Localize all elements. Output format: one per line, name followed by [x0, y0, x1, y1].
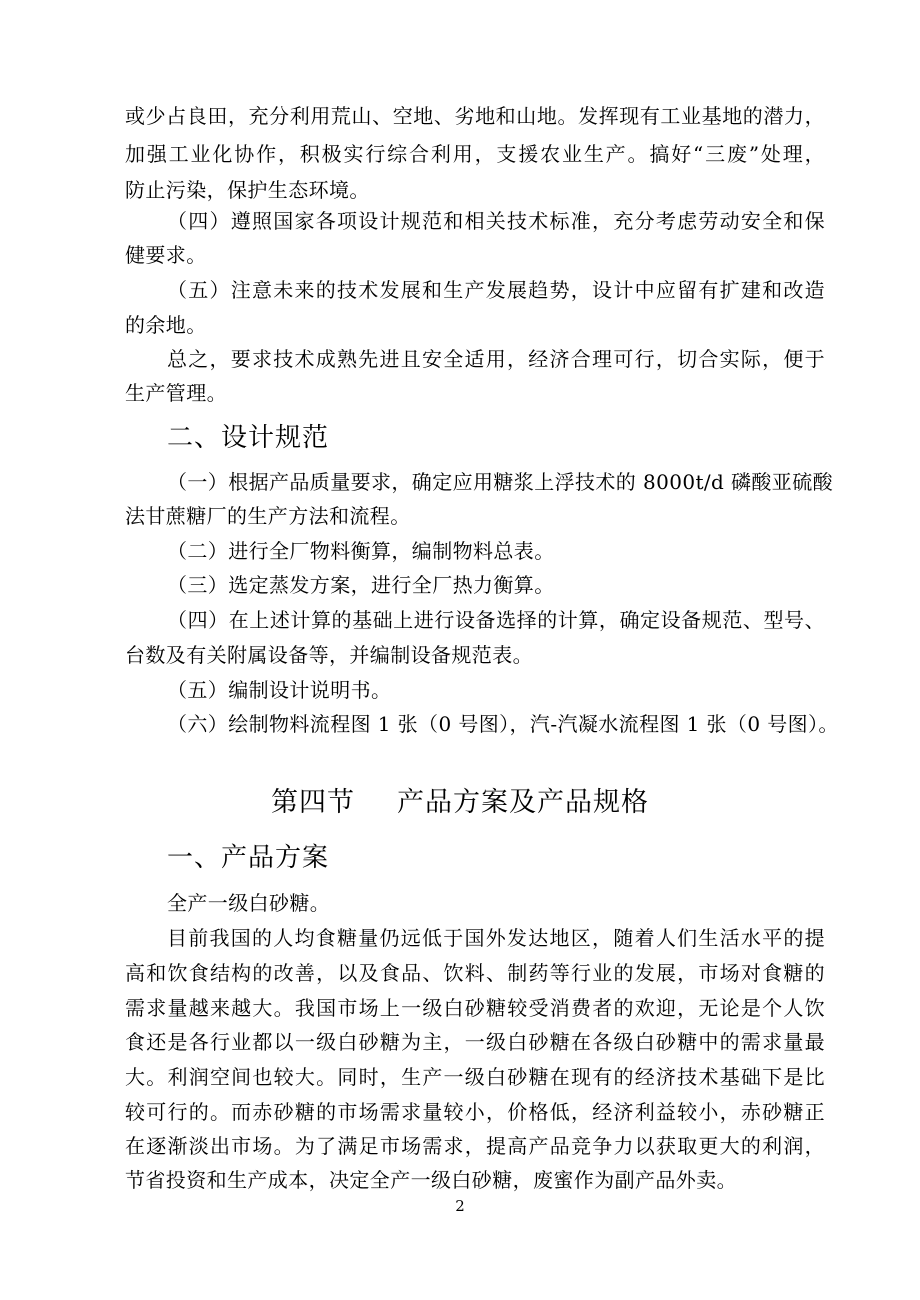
- text-line: 健要求。: [125, 243, 207, 267]
- text-line: （一）根据产品质量要求，确定应用糖浆上浮技术的 8000t/d 磷酸亚硫酸: [167, 470, 833, 494]
- text-line: 总之，要求技术成熟先进且安全适用，经济合理可行，切合实际，便于: [167, 347, 825, 371]
- section-heading-product-plan: 一、产品方案: [167, 843, 330, 873]
- text-line: 防止污染，保护生态环境。: [125, 178, 370, 202]
- text-line: （四）遵照国家各项设计规范和相关技术标准，充分考虑劳动安全和保: [167, 209, 825, 233]
- text-line: （三）选定蒸发方案，进行全厂热力衡算。: [167, 573, 555, 597]
- text-line: 食还是各行业都以一级白砂糖为主，一级白砂糖在各级白砂糖中的需求量最: [125, 1030, 825, 1054]
- text-line: 法甘蔗糖厂的生产方法和流程。: [125, 504, 411, 528]
- text-line: 需求量越来越大。我国市场上一级白砂糖较受消费者的欢迎，无论是个人饮: [125, 996, 825, 1020]
- text-line: （四）在上述计算的基础上进行设备选择的计算，确定设备规范、型号、: [167, 608, 825, 632]
- text-line: 台数及有关附属设备等，并编制设备规范表。: [125, 643, 533, 667]
- text-line: 节省投资和生产成本，决定全产一级白砂糖，废蜜作为副产品外卖。: [125, 1168, 737, 1192]
- text-line: 或少占良田，充分利用荒山、空地、劣地和山地。发挥现有工业基地的潜力，: [125, 104, 825, 128]
- text-line: 较可行的。而赤砂糖的市场需求量较小，价格低，经济利益较小，赤砂糖正: [125, 1100, 825, 1124]
- text-line: 加强工业化协作，积极实行综合利用，支援农业生产。搞好“三废”处理，: [125, 142, 825, 166]
- text-line: 高和饮食结构的改善，以及食品、饮料、制药等行业的发展，市场对食糖的: [125, 961, 825, 985]
- text-line: （五）编制设计说明书。: [167, 678, 392, 702]
- text-line: 的余地。: [125, 313, 207, 337]
- text-line: 大。利润空间也较大。同时，生产一级白砂糖在现有的经济技术基础下是比: [125, 1065, 825, 1089]
- text-line: （六）绘制物料流程图 1 张（0 号图），汽-汽凝水流程图 1 张（0 号图）。: [167, 712, 839, 736]
- section-title: [0, 785, 920, 821]
- section-number: 第四节: [271, 787, 355, 818]
- section-heading-design-spec: 二、设计规范: [167, 423, 330, 453]
- page-number: 2: [455, 1197, 465, 1215]
- text-line: （二）进行全厂物料衡算，编制物料总表。: [167, 539, 555, 563]
- section-name: 产品方案及产品规格: [397, 787, 649, 818]
- text-line: 目前我国的人均食糖量仍远低于国外发达地区，随着人们生活水平的提: [167, 926, 825, 950]
- text-line: （五）注意未来的技术发展和生产发展趋势，设计中应留有扩建和改造: [167, 278, 825, 302]
- text-line: 在逐渐淡出市场。为了满足市场需求，提高产品竞争力以获取更大的利润，: [125, 1134, 825, 1158]
- text-line: 生产管理。: [125, 381, 227, 405]
- text-line: 全产一级白砂糖。: [167, 891, 331, 915]
